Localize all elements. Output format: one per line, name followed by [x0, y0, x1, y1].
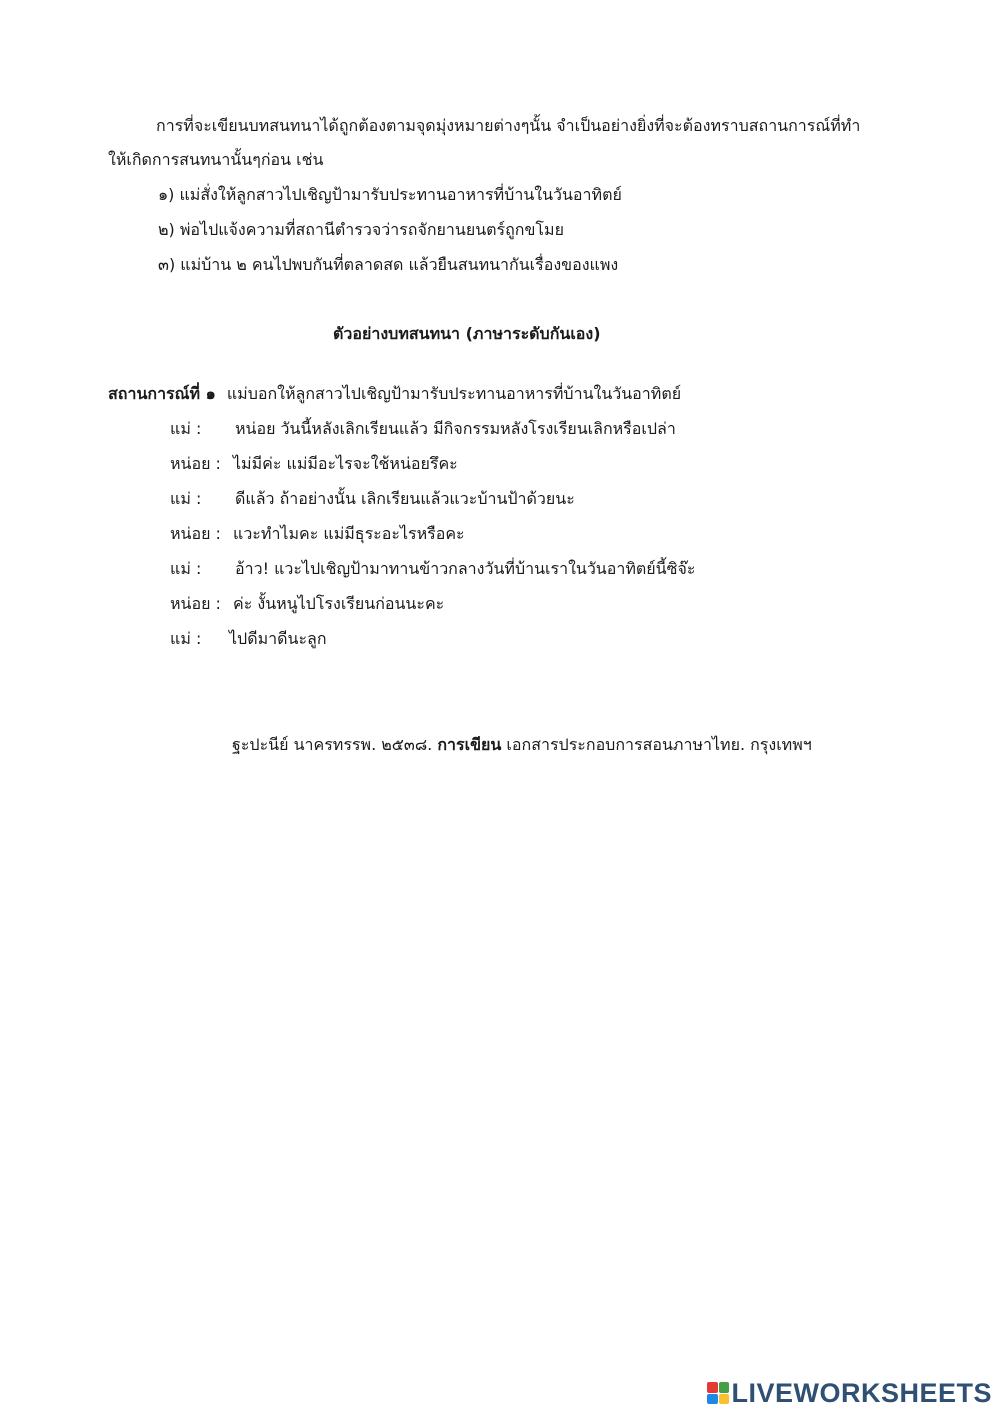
reference-citation [232, 733, 812, 757]
example-item-3: ๓) แม่บ้าน ๒ คนไปพบกันที่ตลาดสด แล้วยืนสนทนากันเรื่องของแพง [158, 255, 619, 274]
reference-author: ฐะปะนีย์ นาครทรรพ. ๒๕๓๘. [232, 735, 438, 754]
dialogue-text: ไม่มีค่ะ แม่มีอะไรจะใช้หน่อยรึคะ [233, 454, 458, 473]
intro-paragraph-line-1: การที่จะเขียนบทสนทนาได้ถูกต้องตามจุดมุ่งหมายต่างๆนั้น จำเป็นอย่างยิ่งที่จะต้องทราบสถานการณ์ที่ทำ [156, 116, 861, 135]
dialogue-text: แวะทำไมคะ แม่มีธุระอะไรหรือคะ [233, 524, 465, 543]
dialogue-text: หน่อย วันนี้หลังเลิกเรียนแล้ว มีกิจกรรมหลังโรงเรียนเลิกหรือเปล่า [235, 419, 676, 438]
liveworksheets-logo-text: LIVEWORKSHEETS [731, 1377, 992, 1408]
logo-square-icon [719, 1382, 730, 1393]
logo-square-icon [719, 1394, 730, 1405]
dialogue-speaker: หน่อย : [170, 454, 221, 473]
dialogue-speaker: แม่ : [170, 559, 202, 578]
dialogue-speaker: แม่ : [170, 629, 202, 648]
dialogue-text: ไปดีมาดีนะลูก [229, 629, 327, 648]
dialogue-speaker: หน่อย : [170, 524, 221, 543]
reference-source: เอกสารประกอบการสอนภาษาไทย. กรุงเทพฯ [501, 735, 812, 754]
logo-square-icon [707, 1382, 718, 1393]
intro-paragraph-line-2: ให้เกิดการสนทนานั้นๆก่อน เช่น [108, 150, 324, 169]
dialogue-text: ดีแล้ว ถ้าอย่างนั้น เลิกเรียนแล้วแวะบ้านป้าด้วยนะ [235, 489, 575, 508]
scenario-label: สถานการณ์ที่ ๑ [108, 384, 216, 403]
liveworksheets-logo-icon [707, 1382, 729, 1404]
logo-square-icon [707, 1394, 718, 1405]
dialogue-speaker: แม่ : [170, 489, 202, 508]
liveworksheets-logo [707, 1379, 992, 1407]
scenario-line [108, 382, 681, 406]
example-item-2: ๒) พ่อไปแจ้งความที่สถานีตำรวจว่ารถจักยานยนตร์ถูกขโมย [158, 220, 564, 239]
scenario-text: แม่บอกให้ลูกสาวไปเชิญป้ามารับประทานอาหารที่บ้านในวันอาทิตย์ [226, 384, 682, 403]
example-item-1: ๑) แม่สั่งให้ลูกสาวไปเชิญป้ามารับประทานอาหารที่บ้านในวันอาทิตย์ [158, 185, 622, 204]
dialogue-speaker: แม่ : [170, 419, 202, 438]
dialogue-speaker: หน่อย : [170, 594, 221, 613]
dialogue-text: ค่ะ งั้นหนูไปโรงเรียนก่อนนะคะ [233, 594, 445, 613]
dialogue-text: อ้าว! แวะไปเชิญป้ามาทานข้าวกลางวันที่บ้านเราในวันอาทิตย์นี้ซิจ๊ะ [235, 559, 696, 578]
reference-title: การเขียน [437, 735, 502, 754]
section-heading: ตัวอย่างบทสนทนา (ภาษาระดับกันเอง) [333, 324, 601, 343]
